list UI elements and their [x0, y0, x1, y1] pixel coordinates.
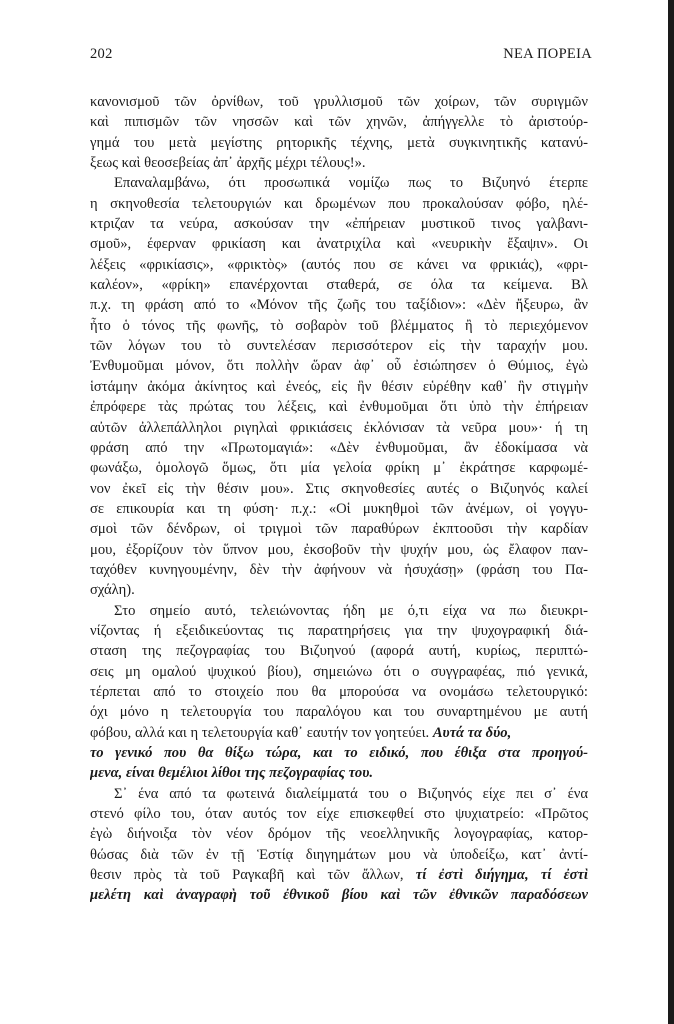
text-line [90, 580, 588, 600]
text-line [90, 784, 588, 804]
text-line-content: ἐπρόφερε τὰς πρώτας του λέξεις, καὶ ἐνθυμοῦμαι ὅτι ὑπὸ τὴν ἐπήρειαν [90, 399, 588, 416]
text-line-content: όχι μόνο η τελετουργία του παραλόγου και του συναρτημένου με αυτή [90, 704, 588, 721]
text-line [90, 356, 588, 376]
text-line-content: καλέον», «φρίκη» επανέρχονται σταθερά, σε όλα τα κείμενα. Βλ [90, 277, 588, 294]
text-line-content: σχάλη). [90, 582, 135, 599]
text-line [90, 865, 588, 885]
text-line-content: αὐτῶν ἀλλεπάλληλοι ριγηλαὶ φρικιάσεις ἐκλόνισαν τὰ νεῦρα μου»· ή τη [90, 419, 588, 436]
text-line-content: Ἐνθυμοῦμαι μόνον, ὅτι πολλὴν ὥραν ἀφ᾽ οὗ ἐσιώπησεν ὁ Θύμιος, ἐγὼ [90, 358, 588, 375]
text-line [90, 499, 588, 519]
text-line-content: θώσας διὰ τῶν ἐν τῇ Ἑστίᾳ διηγημάτων μου νὰ ὑποδείξω, κατ᾽ ἀντί- [90, 846, 588, 863]
text-line-content: ξεως καὶ θεοσεβείας ἀπ᾽ ἀρχῆς μέχρι τέλους!». [90, 155, 366, 172]
text-line [90, 601, 588, 621]
text-line-content: νον ἐκεῖ εἰς τὴν θέσιν μου». Στις σκηνοθεσίες αυτές ο Βιζυηνός καλεί [90, 480, 588, 497]
text-line-content: σταση της πεζογραφίας του Βιζυηνού (αφορά αυτή, κυρίως, περιπτώ- [90, 643, 588, 660]
text-line [90, 662, 588, 682]
text-line-content: φράση από την «Πρωτομαγιά»: «Δὲν ἐνθυμοῦμαι, ἂν ἐδοκίμασα νὰ [90, 439, 588, 456]
text-line-content: σεις μη ομαλού ψυχικού βίου), σημειώνω ότι ο συγγραφέας, πιό γενικά, [90, 663, 588, 680]
text-line-content: το γενικό που θα θίξω τώρα, και το ειδικό, που έθιξα στα προηγού- [90, 745, 588, 761]
text-line [90, 275, 588, 295]
running-title: ΝΕΑ ΠΟΡΕΙΑ [503, 46, 592, 62]
text-line [90, 214, 588, 234]
text-line-content: ταχόθεν κυνηγουμένην, δὲν τὴν ἀφήνουν νὰ ἡσυχάσῃ» (φράση του Πα- [90, 561, 588, 578]
text-line [90, 255, 588, 275]
text-line [90, 234, 588, 254]
text-line [90, 295, 588, 315]
text-line [90, 804, 588, 824]
text-line-content: σμοῦ», έφερναν φρικίαση και ἀνατριχίλα καὶ «νευρικὴν ἔξαψιν». Οι [90, 236, 588, 253]
text-line [90, 743, 588, 763]
body-text [90, 92, 588, 906]
text-line-content: Σ᾽ ένα από τα φωτεινά διαλείμματά του ο Βιζυηνός είχε πει σ᾽ ένα [114, 785, 588, 802]
text-line-content: τέρπεται από το στοιχείο που θα μπορούσα να ονομάσω τελετουργικό: [90, 683, 588, 700]
text-line-content: Στο σημείο αυτό, τελειώνοντας ήδη με ό,τι είχα να πω διευκρι- [114, 602, 588, 619]
text-line-content: φόβου, αλλά και η τελετουργία καθ᾽ εαυτήν τον γοητεύει. [90, 724, 430, 741]
text-line [90, 519, 588, 539]
text-line [90, 885, 588, 905]
text-line-content: κανονισμοῦ τῶν ὀρνίθων, τοῦ γρυλλισμοῦ τῶν χοίρων, τῶν συριγμῶν [90, 94, 588, 110]
text-line [90, 458, 588, 478]
text-line [90, 824, 588, 844]
text-line [90, 92, 588, 112]
text-line-content: ἐγὼ διήνοιξα τὸν νέον δρόμον τῆς νεοελληνικῆς λογογραφίας, κατορ- [90, 826, 588, 843]
text-line-content: καὶ πιπισμῶν τῶν νησσῶν καὶ τῶν χηνῶν, ἀπήγγελλε τὸ ἀριστούρ- [90, 114, 588, 131]
scan-edge-border [668, 0, 674, 1024]
text-line [90, 336, 588, 356]
text-line [90, 621, 588, 641]
text-line [90, 173, 588, 193]
text-line [90, 682, 588, 702]
text-line [90, 418, 588, 438]
text-line [90, 397, 588, 417]
text-line [90, 560, 588, 580]
text-line-content: θεσιν πρὸς τὰ τοῦ Ραγκαβῆ καὶ τῶν ἄλλων, [90, 867, 404, 884]
text-line-content: τῶν λόγων του τὸ συντελέσαν περισσότερον εἰς τὴν ταραχήν μου. [90, 338, 588, 355]
page-number: 202 [90, 46, 113, 62]
text-line [90, 377, 588, 397]
text-line [90, 316, 588, 336]
text-line [90, 702, 588, 722]
text-line-content: νίζοντας ή εξειδικεύοντας τις παρατηρήσεις για την ψυχογραφική διά- [90, 622, 588, 639]
text-line-content: μελέτη καὶ ἀναγραφὴ τοῦ ἐθνικοῦ βίου καὶ τῶν ἐθνικῶν παραδόσεων [90, 887, 588, 904]
text-line-content: μου, ἐξορίζουν τὸν ὕπνον μου, ἐκσοβοῦν τὴν ψυχήν μου, ὡς ἔλαφον παν- [90, 541, 588, 558]
text-line-content: μενα, είναι θεμέλιοι λίθοι της πεζογραφίας του. [90, 765, 373, 782]
text-line [90, 133, 588, 153]
text-line-content: γημά του μετὰ μεγίστης ρητορικῆς τέχνης, μετὰ συγκινητικῆς κατανύ- [90, 134, 588, 151]
text-line-content: ἦτο ὁ τόνος τῆς φωνῆς, τὸ σοβαρὸν τοῦ βλέμματος ἢ τὸ περιεχόμενον [90, 317, 588, 334]
text-line-content: κτριζαν τα νεύρα, ασκούσαν την «ἐπήρειαν μυστικοῦ τινος γαλβανι- [90, 216, 588, 233]
text-line-content: στενό φίλο του, όταν αυτός τον είχε επισκεφθεί στο ψυχιατρείο: «Πρῶτος [90, 806, 588, 823]
text-line-content: σε επικουρία και τη φύση· π.χ.: «Οἱ μυκηθμοὶ τῶν ἀνέμων, οἱ γογγυ- [90, 500, 588, 517]
text-line [90, 641, 588, 661]
text-line-content: λέξεις «φρικίασις», «φρικτὸς» (αυτός που σε κάνει να φρικιάς), «φρι- [90, 256, 588, 273]
text-line [90, 194, 588, 214]
text-line-content: φωνάξω, ὁμολογῶ ὅμως, ὅτι μία γελοία φρίκη μ᾽ ἐκράτησε καρφωμέ- [90, 460, 588, 477]
text-line-content: η σκηνοθεσία τελετουργιών και δρωμένων που προκαλούσαν φόβο, ηλέ- [90, 195, 588, 212]
text-line [90, 479, 588, 499]
text-line [90, 845, 588, 865]
text-line [90, 763, 588, 783]
text-line-content: σμοὶ τῶν δένδρων, οἱ τριγμοὶ τῶν παραθύρων ἐκπτοοῦσι τὴν καρδίαν [90, 521, 588, 538]
text-line [90, 112, 588, 132]
text-line-content: Επαναλαμβάνω, ότι προσωπικά νομίζω πως το Βιζυηνό έτερπε [114, 175, 588, 192]
text-line [90, 438, 588, 458]
text-line-emphasis: Αυτά τα δύο, [432, 724, 512, 741]
text-line-content: π.χ. τη φράση από το «Μόνον τῆς ζωῆς του ταξίδιον»: «Δὲν ἤξευρω, ἂν [90, 297, 588, 314]
text-line [90, 153, 588, 173]
text-line [90, 540, 588, 560]
page-header [90, 46, 592, 66]
text-line [90, 723, 588, 743]
text-line-emphasis: τί ἐστὶ διήγημα, τί ἐστὶ [415, 867, 588, 884]
text-line-content: ἱστάμην ἀκόμα ἀκίνητος καὶ ἐνεός, εἰς ἣν θέσιν εὑρέθην καθ᾽ ἣν στιγμὴν [90, 378, 588, 395]
